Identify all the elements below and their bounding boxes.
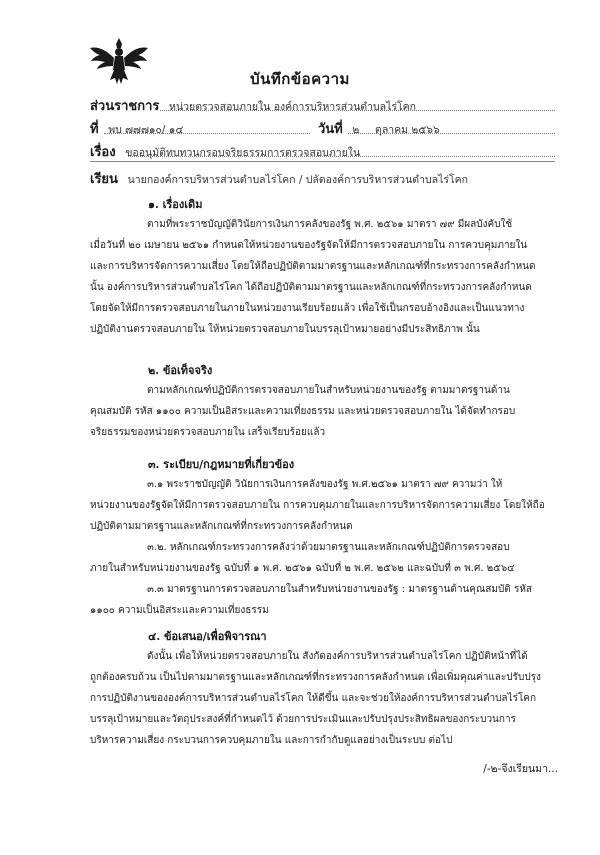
body-line: ปฏิบัติงานตรวจสอบภายใน ให้หน่วยตรวจสอบภายในบรรลุเป้าหมายอย่างมีประสิทธิภาพ นั้น [90,324,480,335]
body-line: ๓.๑ พระราชบัญญัติ วินัยการเงินการคลังของรัฐ พ.ศ.๒๕๖๑ มาตรา ๗๙ ความว่า ให้ [147,479,503,490]
number-dotline [104,133,310,134]
date-day: ๒ [352,124,360,136]
body-line: นั้น องค์การบริหารส่วนตำบลไร่โคก ได้ถือปฏิบัติตามมาตรฐานและหลักเกณฑ์ที่กระทรวงการคลังกำหนด [90,282,532,293]
body-line: และการบริหารจัดการความเสี่ยง โดยให้ถือปฏิบัติตามมาตรฐานและหลักเกณฑ์ที่กระทรวงการคลังกำหนด [90,261,536,272]
body-line: การปฏิบัติงานขององค์การบริหารส่วนตำบลไร่โคก ให้ดีขึ้น และจะช่วยให้องค์การบริหารส่วนตำบลไร่โคก [90,693,537,704]
subject-row [90,141,360,162]
date-row [318,118,440,139]
to-label: เรียน [90,172,118,187]
section-4-title: ๔. ข้อเสนอ/เพื่อพิจารณา [148,630,267,643]
body-line: เมื่อวันที่ ๒๐ เมษายน ๒๕๖๑ กำหนดให้หน่วยงานของรัฐจัดให้มีการตรวจสอบภายใน การควบคุมภายใน [90,240,528,251]
agency-value: หน่วยตรวจสอบภายใน องค์การบริหารส่วนตำบลไร่โคก [169,101,417,113]
subject-dotline [128,156,555,157]
section-4-body [90,646,556,751]
subject-value: ขออนุมัติทบทวนกรอบจริยธรรมการตรวจสอบภายใน [125,147,361,159]
section-1-body [90,214,556,340]
body-line: จริยธรรมของหน่วยตรวจสอบภายใน เสร็จเรียบร้อยแล้ว [90,427,326,438]
body-line: บรรลุเป้าหมายและวัตถุประสงค์ที่กำหนดไว้ ด้วยการประเมินและปรับปรุงประสิทธิผลของกระบวนการ [90,714,516,725]
subject-label: เรื่อง [90,145,116,160]
body-line: ภายในสำหรับหน่วยงานของรัฐ ฉบับที่ ๑ พ.ศ. ๒๕๖๑ ฉบับที่ ๒ พ.ศ. ๒๕๖๒ และฉบับที่ ๓ พ.ศ. ๒๕๖๔ [90,563,515,574]
number-row [90,118,183,139]
body-line: ๓.๒. หลักเกณฑ์กระทรวงการคลังว่าด้วยมาตรฐานและหลักเกณฑ์ปฏิบัติการตรวจสอบ [147,542,510,553]
header-rule [90,161,555,162]
body-line: ปฏิบัติตามมาตรฐานและหลักเกณฑ์ที่กระทรวงการคลังกำหนด [90,521,353,532]
to-row [90,168,468,189]
body-line: หน่วยงานของรัฐจัดให้มีการตรวจสอบภายใน การควบคุมภายในและการบริหารจัดการความเสี่ยง โดยให้ถือ [90,500,545,511]
section-1-title: ๑. เรื่องเดิม [148,198,203,211]
section-2-body [90,380,556,443]
body-line: บริหารความเสี่ยง กระบวนการควบคุมภายใน และการกำกับดูแลอย่างเป็นระบบ ต่อไป [90,735,453,746]
body-line: คุณสมบัติ รหัส ๑๑๐๐ ความเป็นอิสระและความเที่ยงธรรม และหน่วยตรวจสอบภายใน ได้จัดทำกรอบ [90,406,516,417]
agency-dotline [160,110,555,111]
body-line: ถูกต้องครบถ้วน เป็นไปตามมาตรฐานและหลักเกณฑ์ที่กระทรวงการคลังกำหนด เพื่อเพิ่มคุณค่าและปรับปรุง [90,672,541,683]
date-label: วันที่ [318,122,343,137]
agency-row [90,95,416,116]
number-value: พบ ๗๗๗๑๐/ ๑๔ [108,124,184,136]
body-line: ดังนั้น เพื่อให้หน่วยตรวจสอบภายใน สังกัดองค์การบริหารส่วนตำบลไร่โคก ปฏิบัติหน้าที่ได้ [147,651,528,662]
body-line: โดยจัดให้มีการตรวจสอบภายในภายในหน่วยงานเรียบร้อยแล้ว เพื่อใช้เป็นกรอบอ้างอิงและเป็นแนวทาง [90,303,525,314]
section-3-title: ๓. ระเบียบ/กฎหมายที่เกี่ยวข้อง [148,458,295,471]
body-line: ตามที่พระราชบัญญัติวินัยการเงินการคลังของรัฐ พ.ศ. ๒๕๖๑ มาตรา ๗๙ มีผลบังคับใช้ [147,219,513,230]
section-2-title: ๒. ข้อเท็จจริง [148,364,213,377]
memo-title: บันทึกข้อความ [250,70,350,88]
section-3-body [90,474,556,621]
continuation-note: /-๒-จึงเรียนมา... [483,763,558,775]
date-month-year: ตุลาคม ๒๕๖๖ [375,124,440,136]
body-line: ตามหลักเกณฑ์ปฏิบัติการตรวจสอบภายในสำหรับหน่วยงานของรัฐ ตามมาตรฐานด้าน [147,385,510,396]
body-line: ๓.๓ มาตรฐานการตรวจสอบภายในสำหรับหน่วยงานของรัฐ : มาตรฐานด้านคุณสมบัติ รหัส [147,584,533,595]
number-label: ที่ [90,122,99,137]
body-line: ๑๑๐๐ ความเป็นอิสระและความเที่ยงธรรม [90,605,269,616]
agency-label: ส่วนราชการ [90,99,160,114]
to-value: นายกองค์การบริหารส่วนตำบลไร่โคก / ปลัดองค์การบริหารส่วนตำบลไร่โคก [127,174,469,186]
date-dotline [348,133,555,134]
